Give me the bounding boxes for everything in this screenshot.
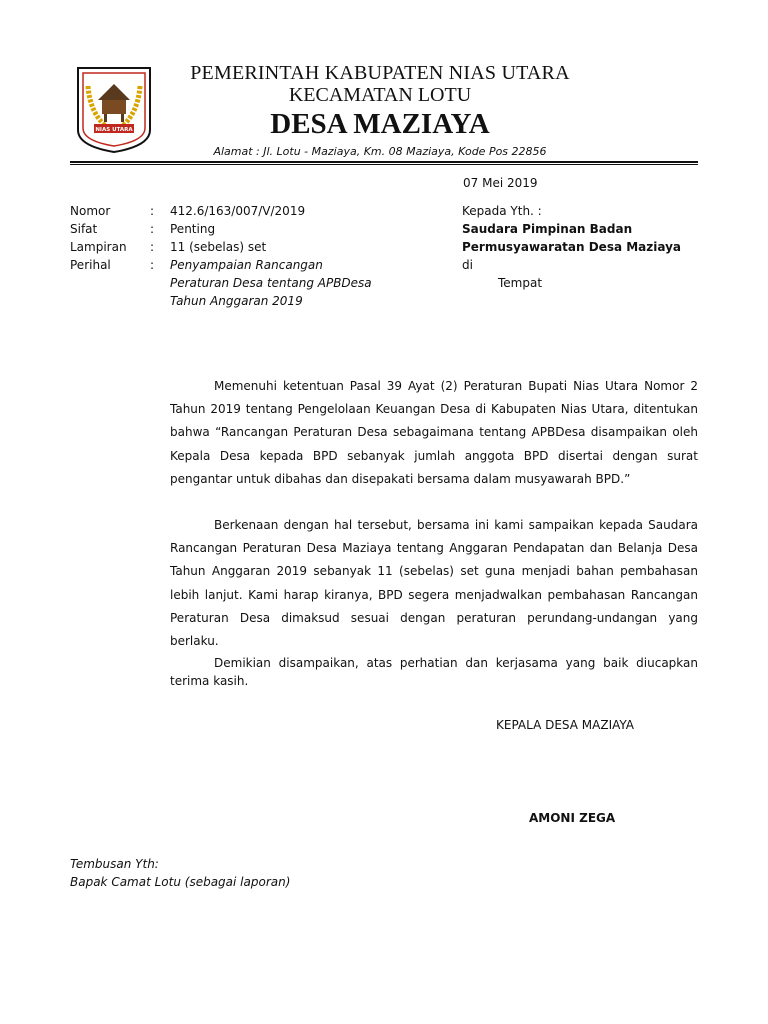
recipient-di: di bbox=[462, 258, 473, 272]
sifat-value: Penting bbox=[170, 222, 216, 236]
recipient-line1: Saudara Pimpinan Badan bbox=[462, 222, 633, 236]
letterhead-village-name: DESA MAZIAYA bbox=[270, 108, 490, 140]
lampiran-label: Lampiran bbox=[70, 240, 127, 254]
nomor-value: 412.6/163/007/V/2019 bbox=[170, 204, 306, 218]
signature-title: KEPALA DESA MAZIAYA bbox=[496, 718, 635, 732]
sifat-colon: : bbox=[150, 222, 155, 236]
signature-name: AMONI ZEGA bbox=[529, 811, 616, 825]
logo-banner-text: NIAS UTARA bbox=[95, 127, 133, 133]
letterhead-line1: PEMERINTAH KABUPATEN NIAS UTARA bbox=[190, 62, 570, 84]
tembusan-item: Bapak Camat Lotu (sebagai laporan) bbox=[70, 875, 291, 889]
nomor-label: Nomor bbox=[70, 204, 111, 218]
perihal-line3: Tahun Anggaran 2019 bbox=[170, 294, 303, 308]
letterhead-address: Alamat : Jl. Lotu - Maziaya, Km. 08 Maziaya, Kode Pos 22856 bbox=[213, 145, 547, 158]
perihal-line1: Penyampaian Rancangan bbox=[170, 258, 323, 272]
nomor-colon: : bbox=[150, 204, 155, 218]
body-paragraph-2: Berkenaan dengan hal tersebut, bersama ini kami sampaikan kepada Saudara Rancangan Peraturan Desa Maziaya tentang Anggaran Pendapatan dan Belanja Desa Tahun Anggaran 2019 sebanyak 11 (sebelas) set guna menjadi bahan pembahasan lebih lanjut. Kami harap kiranya, BPD segera menjadwalkan pembahasan Rancangan Peraturan Desa dimaksud sesuai dengan peraturan perundang-undangan yang berlaku. bbox=[170, 518, 698, 649]
tembusan-label: Tembusan Yth: bbox=[70, 857, 159, 871]
letterhead-line2: KECAMATAN LOTU bbox=[288, 84, 472, 106]
perihal-label: Perihal bbox=[70, 258, 111, 272]
body-paragraph-1: Memenuhi ketentuan Pasal 39 Ayat (2) Peraturan Bupati Nias Utara Nomor 2 Tahun 2019 tentang Pengelolaan Keuangan Desa di Kabupaten Nias Utara, ditentukan bahwa “Rancangan Peraturan Desa sebagaimana tentang APBDesa disampaikan oleh Kepala Desa kepada BPD sebanyak jumlah anggota BPD disertai dengan surat pengantar untuk dibahas dan disepakati bersama dalam musyawarah BPD.” bbox=[170, 379, 698, 486]
lampiran-colon: : bbox=[150, 240, 155, 254]
perihal-colon: : bbox=[150, 258, 155, 272]
letterhead-rule-thin bbox=[70, 164, 698, 165]
body-paragraph-3: Demikian disampaikan, atas perhatian dan kerjasama yang baik diucapkan terima kasih. bbox=[170, 656, 698, 688]
lampiran-value: 11 (sebelas) set bbox=[170, 240, 267, 254]
perihal-line2: Peraturan Desa tentang APBDesa bbox=[170, 276, 372, 290]
recipient-line2: Permusyawaratan Desa Maziaya bbox=[462, 240, 682, 254]
recipient-tempat: Tempat bbox=[498, 276, 543, 290]
letterhead-rule-thick bbox=[70, 161, 698, 163]
recipient-greeting: Kepada Yth. : bbox=[462, 204, 542, 218]
letter-date: 07 Mei 2019 bbox=[463, 176, 538, 190]
sifat-label: Sifat bbox=[70, 222, 98, 236]
